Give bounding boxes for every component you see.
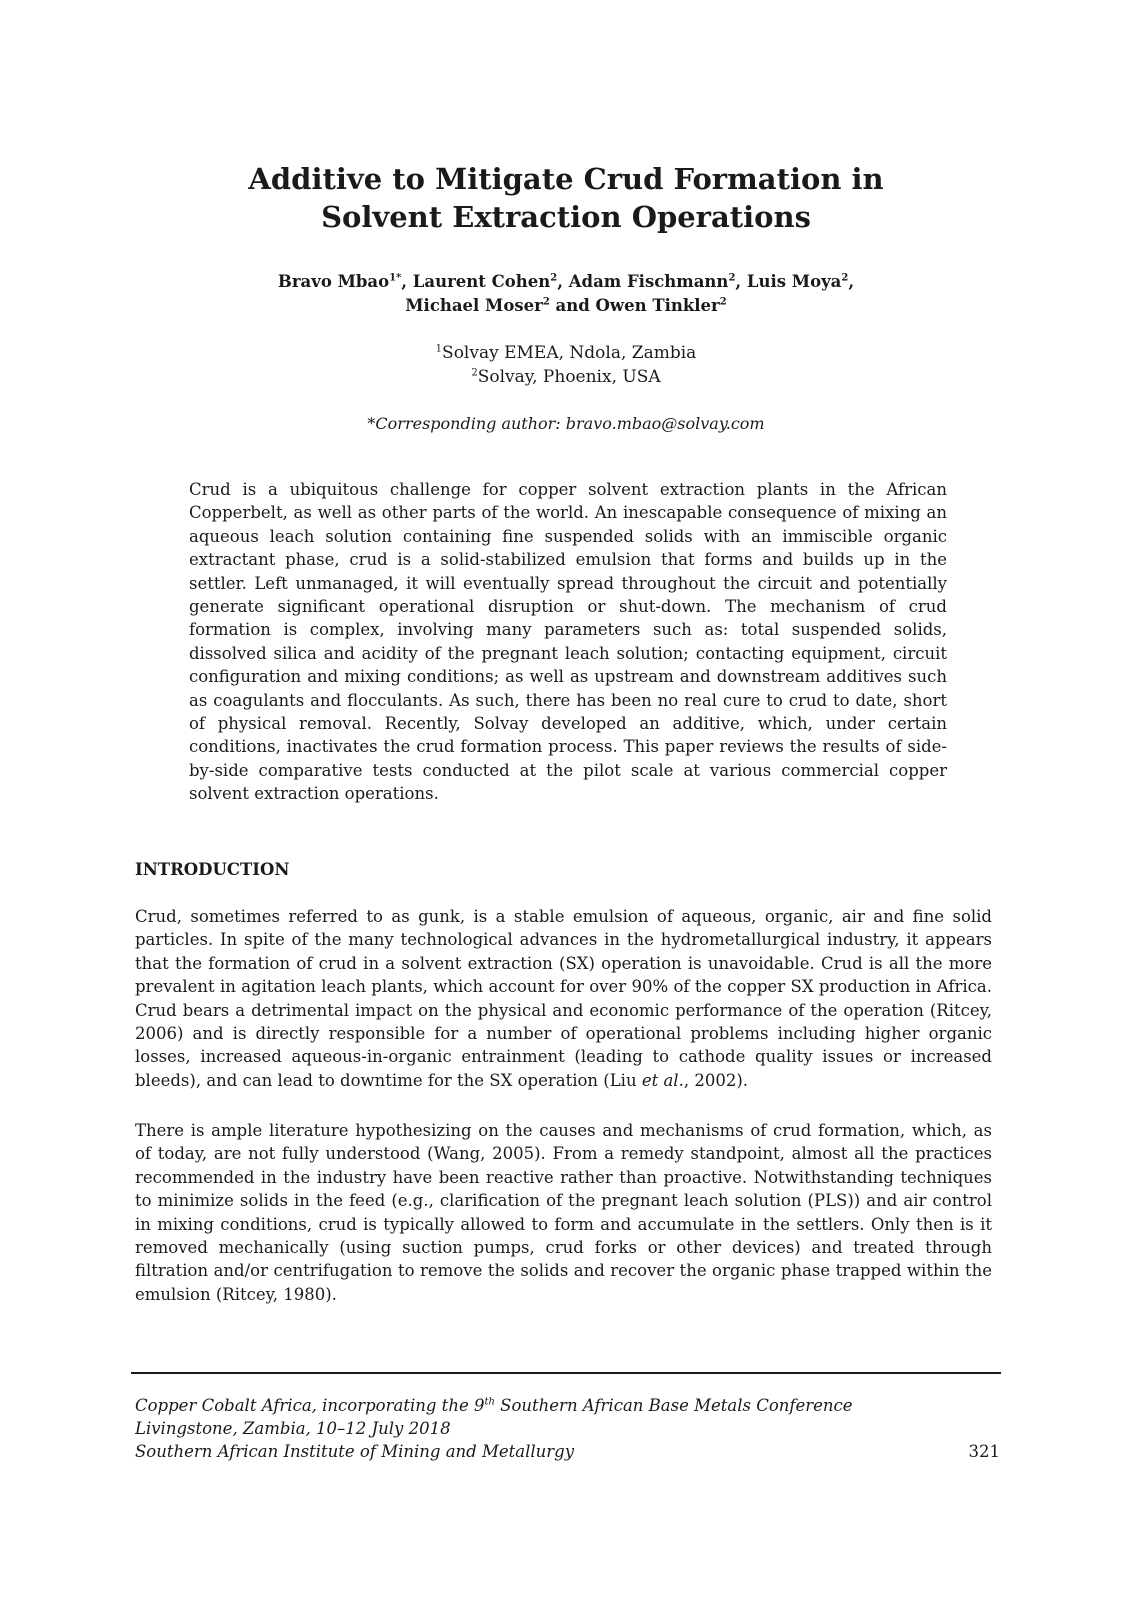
footer-text: Southern African Base Metals Conference <box>494 1396 853 1415</box>
footer <box>135 1394 1005 1463</box>
author-name: Owen Tinkler <box>595 296 720 315</box>
author-list <box>0 270 1132 318</box>
footer-text: Copper Cobalt Africa, incorporating the 9 <box>135 1396 485 1415</box>
footer-line-2: Livingstone, Zambia, 10–12 July 2018 <box>135 1419 451 1438</box>
footer-ordinal: th <box>484 1396 495 1408</box>
affiliation-1 <box>0 341 1132 365</box>
corresponding-author: *Corresponding author: bravo.mbao@solvay.com <box>367 414 765 433</box>
author-separator: , <box>735 272 747 291</box>
section-heading: INTRODUCTION <box>135 860 290 879</box>
author-affiliation-mark: 2 <box>728 272 736 284</box>
author-name: Bravo Mbao <box>277 272 390 291</box>
author-affiliation-mark: 2 <box>841 272 849 284</box>
author-separator: , <box>848 272 855 291</box>
author-separator: and <box>549 296 596 315</box>
author-affiliation-mark: 2 <box>542 296 550 308</box>
author-affiliation-mark: 2 <box>550 272 558 284</box>
author-name: Michael Moser <box>405 296 543 315</box>
italic-text: et al <box>641 1070 679 1090</box>
author-line-2 <box>0 294 1132 318</box>
abstract: Crud is a ubiquitous challenge for copper solvent extraction plants in the African Copperbelt, as well as other parts of the world. An inescapable consequence of mixing an aqueous leach solution containing fine suspended solids with an immiscible organic extractant phase, crud is a solid-stabilized emulsion that forms and builds up in the settler. Left unmanaged, it will eventually spread throughout the circuit and potentially generate significant operational disruption or shut-down. The mechanism of crud formation is complex, involving many parameters such as: total suspended solids, dissolved silica and acidity of the pregnant leach solution; contacting equipment, circuit configuration and mixing conditions; as well as upstream and downstream additives such as coagulants and flocculants. As such, there has been no real cure to crud to date, short of physical removal. Recently, Solvay developed an additive, which, under certain conditions, inactivates the crud formation process. This paper reviews the results of side-by-side comparative tests conducted at the pilot scale at various commercial copper solvent extraction operations. <box>189 480 947 804</box>
author-affiliation-mark: 1* <box>389 272 402 284</box>
paragraph-text: Crud, sometimes referred to as gunk, is a stable emulsion of aqueous, organic, air and fine solid particles. In spite of the many technological advances in the hydrometallurgical industry, it appears that the formation of crud in a solvent extraction (SX) operation is unavoidable. Crud is all the more prevalent in agitation leach plants, which account for over 90% of the copper SX production in Africa. Crud bears a detrimental impact on the physical and economic performance of the operation (Ritcey, 2006) and is directly responsible for a number of operational problems including higher organic losses, increased aqueous-in-organic entrainment (leading to cathode quality issues or increased bleeds), and can lead to downtime for the SX operation (Liu <box>135 907 992 1090</box>
footer-line-1 <box>135 1394 1005 1417</box>
author-name: Adam Fischmann <box>568 272 729 291</box>
page-number: 321 <box>968 1442 1000 1461</box>
author-affiliation-mark: 2 <box>719 296 727 308</box>
affiliation-mark: 2 <box>471 367 478 379</box>
affiliation-list <box>0 341 1132 389</box>
affiliation-2 <box>0 365 1132 389</box>
footer-divider <box>131 1372 1001 1374</box>
affiliation-text: Solvay EMEA, Ndola, Zambia <box>442 343 697 363</box>
author-name: Luis Moya <box>746 272 842 291</box>
body-paragraph-2: There is ample literature hypothesizing on the causes and mechanisms of crud formation, which, as of today, are not fully understood (Wang, 2005). From a remedy standpoint, almost all the practices recommended in the industry have been reactive rather than proactive. Notwithstanding techniques to minimize solids in the feed (e.g., clarification of the pregnant leach solution (PLS)) and air control in mixing conditions, crud is typically allowed to form and accumulate in the settlers. Only then is it removed mechanically (using suction pumps, crud forks or other devices) and treated through filtration and/or centrifugation to remove the solids and recover the organic phase trapped within the emulsion (Ritcey, 1980). <box>135 1121 992 1304</box>
author-separator: , <box>557 272 569 291</box>
body-paragraph-1 <box>135 905 992 1092</box>
paragraph-text: ., 2002). <box>678 1070 749 1090</box>
title-line-1: Additive to Mitigate Crud Formation in <box>248 162 884 196</box>
author-separator: , <box>401 272 413 291</box>
affiliation-mark: 1 <box>435 343 443 355</box>
footer-line-3: Southern African Institute of Mining and Metallurgy <box>135 1442 575 1461</box>
title-line-2: Solvent Extraction Operations <box>321 200 811 234</box>
author-line-1 <box>0 270 1132 294</box>
affiliation-text: Solvay, Phoenix, USA <box>477 367 661 387</box>
paper-title <box>0 160 1132 236</box>
author-name: Laurent Cohen <box>412 272 551 291</box>
